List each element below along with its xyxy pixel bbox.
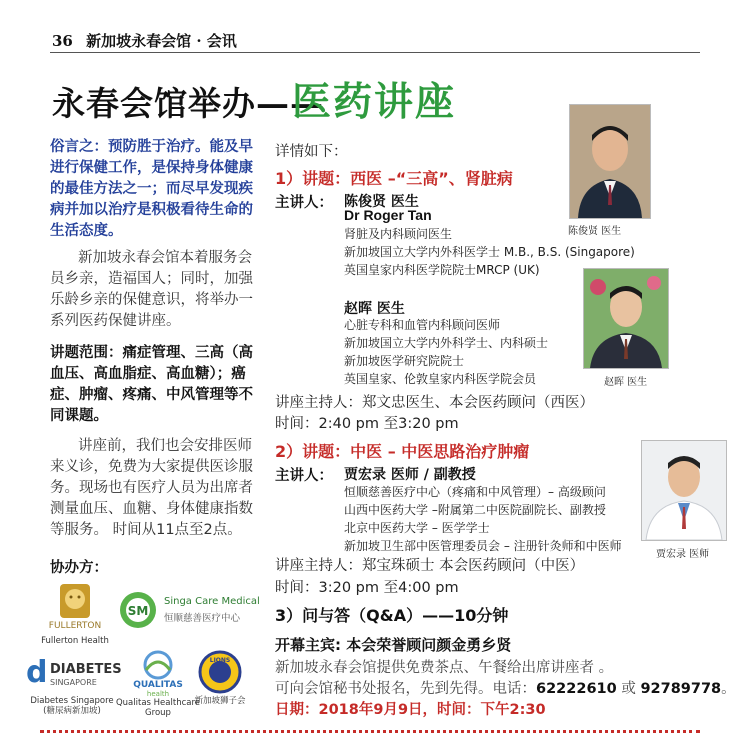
talk1-host: 讲座主持人：郑文忠医生、本会医药顾问（西医）: [275, 395, 594, 411]
page-header: [52, 30, 237, 51]
bottom-divider: [40, 730, 700, 733]
talk2-speaker-label: 主讲人：: [275, 468, 333, 484]
publication-name: 新加坡永春会馆 · 会讯: [86, 32, 237, 50]
diabetes-logo: [24, 654, 120, 720]
lions-emblem-icon: [198, 650, 242, 694]
portrait-icon: [642, 441, 726, 540]
details-intro: 详情如下：: [275, 144, 348, 160]
phone-or: 或: [616, 681, 641, 697]
speaker3-line: 山西中医药大学 –附属第二中医院副院长、副教授: [344, 503, 606, 517]
talk3-heading: 3）问与答（Q&A）——10分钟: [275, 606, 509, 625]
speaker3-line: 新加坡卫生部中医管理委员会 – 注册针灸师和中医师: [344, 539, 622, 553]
registration-text: 可向会馆秘书处报名，先到先得。电话：: [275, 681, 536, 697]
lions-wordmark: LIONS: [209, 657, 231, 664]
qualitas-wordmark: QUALITAS: [133, 680, 183, 690]
singacare-name: Singa Care Medical: [164, 596, 260, 607]
intro-paragraph: 新加坡永春会馆本着服务会员乡亲，造福国人；同时，加强乐龄乡亲的保健意识，将举办一系列医药保健讲座。: [50, 250, 253, 329]
qualitas-emblem-icon: [136, 650, 180, 680]
speaker1-line: 新加坡国立大学内外科医学士 M.B., B.S. (Singapore): [344, 245, 635, 259]
speaker3-line: 北京中医药大学 – 医学学士: [344, 521, 490, 535]
singacare-mark: SM: [127, 604, 149, 618]
speaker1-name-cn: 陈俊贤 医生: [344, 194, 419, 210]
opening-guest: 开幕主宾: 本会荣誉顾问颜金勇乡贤: [275, 636, 512, 654]
speaker1-line: 英国皇家内科医学院院士MRCP (UK): [344, 263, 540, 277]
intro-quote: 俗言之：预防胜于治疗。能及早进行保健工作，是保持身体健康的最佳方法之一；而尽早发现疾病并加以治疗是积极看待生命的生活态度。: [50, 139, 253, 239]
talk2-host: 讲座主持人：郑宝珠硕士 本会医药顾问（中医）: [275, 558, 585, 574]
phone-number-2[interactable]: 92789778: [640, 681, 722, 697]
speaker1-line: 肾脏及内科顾问医生: [344, 227, 453, 241]
singacare-chinese: 恒顺慈善医疗中心: [164, 613, 241, 624]
speaker2-photo: [583, 268, 669, 369]
header-divider: [50, 52, 700, 53]
topic-scope: 讲题范围：痛症管理、三高（高血压、高血脂症、高血糖）；癌症、肿瘤、疼痛、中风管理等不同课题。: [50, 345, 253, 424]
registration-note: [275, 677, 736, 698]
event-date: 日期：2018年9月9日，时间：下午2:30: [275, 702, 546, 718]
fullerton-logo: [40, 582, 110, 652]
diabetes-wordmark: DIABETES: [50, 662, 122, 677]
refreshments-note: 新加坡永春会馆提供免费茶点、午餐给出席讲座者 。: [275, 660, 614, 676]
diabetes-sub: SINGAPORE: [50, 678, 97, 687]
speaker1-name-en: Dr Roger Tan: [344, 207, 432, 223]
speaker3-credentials: [344, 483, 622, 555]
speaker2-line: 心脏专科和血管内科顾问医师: [344, 318, 501, 332]
portrait-icon: [570, 105, 650, 218]
clinic-paragraph: 讲座前，我们也会安排医师来义诊，免费为大家提供医诊服务。现场也有医疗人员为出席者测量血压、血糖、身体健康指数等服务。 时间从11点至2点。: [50, 438, 253, 538]
qualitas-caption: Qualitas Healthcare Group: [115, 698, 200, 718]
talk1-heading: 1）讲题：西医 –“三高”、肾脏病: [275, 169, 513, 188]
speaker2-line: 英国皇家、伦敦皇家内科医学院会员: [344, 372, 537, 386]
talk2-heading: 2）讲题：中医 – 中医思路治疗肿瘤: [275, 442, 530, 461]
speaker2-photo-caption: 赵晖 医生: [604, 377, 648, 388]
speaker3-photo: [641, 440, 727, 541]
fullerton-wordmark: FULLERTON: [48, 621, 102, 631]
page-number: 36: [52, 32, 73, 50]
speaker2-name-cn: 赵晖 医生: [344, 301, 405, 317]
portrait-icon: [584, 269, 668, 368]
phone-number-1[interactable]: 62222610: [536, 681, 617, 697]
talk1-speaker-label: 主讲人：: [275, 195, 333, 211]
lions-logo: [194, 650, 246, 710]
fullerton-caption: Fullerton Health: [41, 636, 109, 646]
talk2-time: 时间：3:20 pm 至4:00 pm: [275, 580, 459, 596]
sponsors-heading: 协办方：: [50, 560, 108, 576]
lions-caption: 新加坡狮子会: [194, 696, 246, 706]
speaker2-line: 新加坡医学研究院院士: [344, 354, 465, 368]
talk1-time: 时间：2:40 pm 至3:20 pm: [275, 416, 459, 432]
diabetes-d-icon: d: [26, 655, 48, 690]
speaker2-credentials: [344, 316, 548, 388]
phone-end: 。: [721, 681, 736, 697]
title-main: 医药讲座: [292, 80, 457, 125]
singacare-emblem-icon: [118, 590, 158, 630]
fullerton-lion-icon: [40, 582, 110, 634]
qualitas-logo: [115, 650, 200, 720]
speaker3-name-cn: 贾宏录 医师 / 副教授: [344, 467, 476, 483]
diabetes-caption: Diabetes Singapore (糖尿病新加坡): [30, 696, 114, 716]
speaker3-photo-caption: 贾宏录 医师: [656, 549, 710, 560]
speaker2-line: 新加坡国立大学内外科学士、内科硕士: [344, 336, 549, 350]
speaker1-photo: [569, 104, 651, 219]
qualitas-sub: health: [146, 690, 170, 698]
singacare-logo: [118, 590, 260, 630]
speaker1-photo-caption: 陈俊贤 医生: [568, 226, 622, 237]
speaker3-line: 恒顺慈善医疗中心（疼痛和中风管理）– 高级顾问: [344, 485, 606, 499]
title-prefix: 永春会馆举办——: [52, 84, 324, 123]
